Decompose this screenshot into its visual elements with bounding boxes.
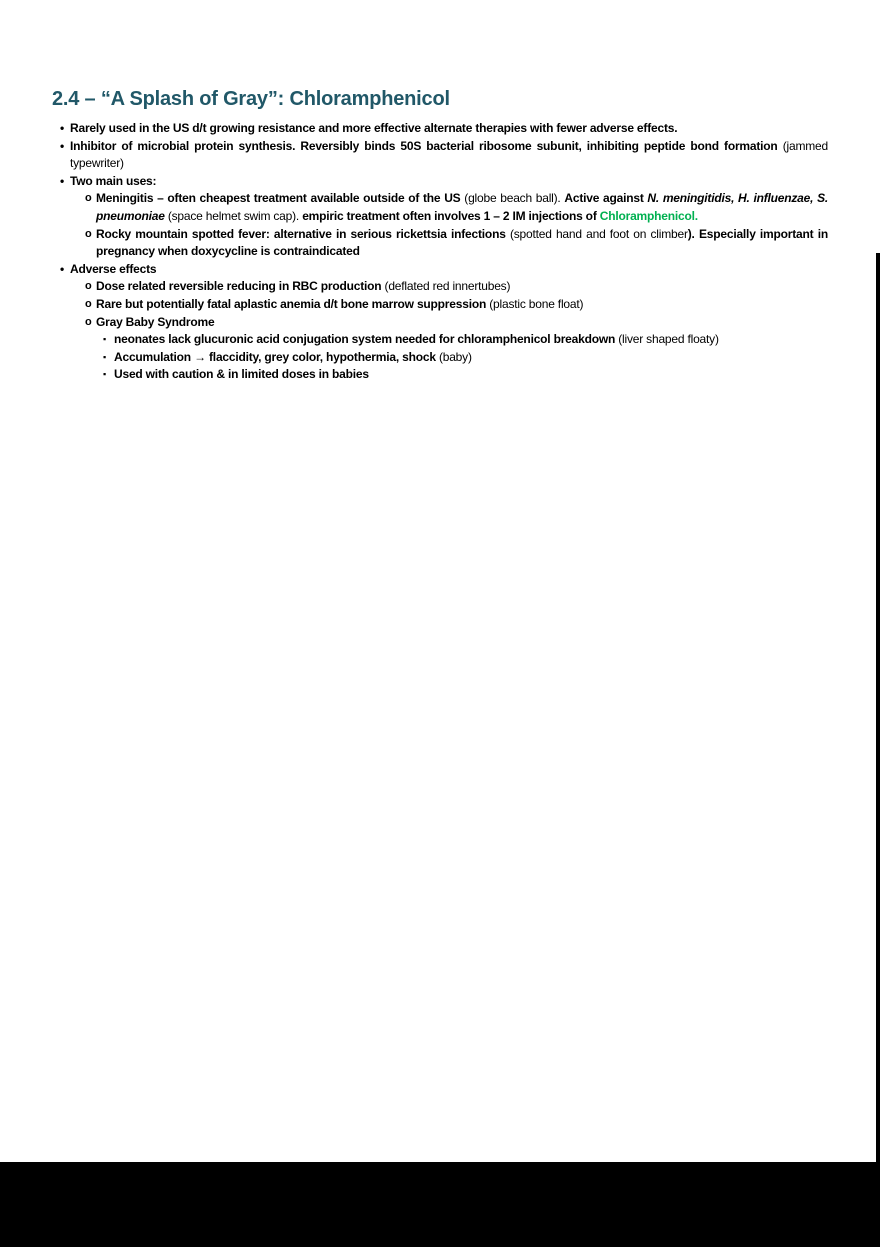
bullet-rarely-used: [52, 120, 828, 138]
list-item-text: [96, 278, 828, 296]
notes-list: [52, 120, 828, 384]
list-item-text: [96, 190, 828, 225]
circle-bullet-marker: o: [85, 280, 92, 293]
sub-bullet-meningitis: [52, 190, 828, 225]
text-run: (jammed typewriter): [70, 138, 828, 171]
text-run: Accumulation → flaccidity, grey color, hypothermia, shock: [114, 349, 439, 364]
text-run: N. meningitidis, H. influenzae, S. pneumoniae: [96, 191, 829, 223]
text-run: empiric treatment often involves 1 – 2 IM injections of: [302, 208, 600, 223]
list-item-text: [114, 366, 828, 384]
text-run: (spotted hand and foot on climber: [509, 226, 688, 241]
text-run: Two main uses:: [70, 173, 157, 188]
text-run: (globe beach ball).: [464, 191, 565, 206]
text-run: Used with caution & in limited doses in babies: [114, 367, 369, 382]
text-run: (liver shaped floaty): [618, 332, 719, 347]
bullet-two-main-uses: [52, 173, 828, 191]
text-run: Rarely used in the US d/t growing resistance and more effective alternate therapies with fewer adverse effects.: [70, 121, 678, 135]
list-item-text: [114, 349, 828, 367]
document-content: [0, 0, 880, 384]
chloramphenicol-green-text: Chloramphenicol.: [599, 208, 698, 223]
bullet-inhibitor: [52, 138, 828, 173]
list-item-text: [114, 331, 828, 349]
list-item-text: [96, 226, 828, 261]
text-run: Rocky mountain spotted fever: alternative in serious rickettsia infections: [96, 226, 510, 241]
sub-bullet-gray-baby-syndrome: [52, 314, 828, 332]
text-run: (space helmet swim cap).: [167, 208, 303, 223]
circle-bullet-marker: o: [85, 227, 92, 240]
sub-sub-bullet-neonates: [52, 331, 828, 349]
text-run: Gray Baby Syndrome: [96, 314, 215, 329]
list-item-text: [70, 173, 828, 191]
text-run: Rare but potentially fatal aplastic anemia d/t bone marrow suppression: [96, 296, 490, 311]
text-run: Dose related reversible reducing in RBC production: [96, 279, 385, 294]
bullet-adverse-effects: [52, 261, 828, 279]
text-run: (plastic bone float): [489, 296, 584, 311]
text-run: ). Especially important in pregnancy when doxycycline is contraindicated: [96, 226, 828, 259]
square-bullet-marker: ▪: [103, 351, 106, 362]
list-item-text: [70, 120, 828, 138]
circle-bullet-marker: o: [85, 297, 92, 310]
list-item-text: [70, 261, 828, 279]
circle-bullet-marker: o: [85, 192, 92, 205]
page-title: 2.4 – “A Splash of Gray”: Chloramphenicol: [52, 88, 450, 110]
text-run: (baby): [438, 349, 472, 364]
list-item-text: [96, 314, 828, 332]
square-bullet-marker: ▪: [103, 334, 106, 345]
text-run: Meningitis – often cheapest treatment available outside of the US: [96, 191, 465, 206]
disc-bullet-marker: •: [60, 121, 65, 135]
square-bullet-marker: ▪: [103, 369, 106, 380]
text-run: Active against: [564, 191, 648, 206]
disc-bullet-marker: •: [60, 261, 65, 276]
list-item-text: [96, 296, 828, 314]
text-run: (deflated red innertubes): [384, 279, 511, 294]
sub-bullet-rocky-mountain-spotted-fever: [52, 226, 828, 261]
disc-bullet-marker: •: [60, 173, 65, 188]
text-run: Inhibitor of microbial protein synthesis. Reversibly binds 50S bacterial ribosome subunit, inhibiting peptide bond formation: [70, 138, 783, 153]
bottom-black-bar: [0, 1162, 880, 1247]
sub-bullet-aplastic-anemia: [52, 296, 828, 314]
text-run: Adverse effects: [70, 261, 157, 276]
list-item-text: [70, 138, 828, 173]
text-run: neonates lack glucuronic acid conjugation system needed for chloramphenicol breakdown: [114, 332, 619, 347]
sub-sub-bullet-caution-in-babies: [52, 366, 828, 384]
sub-bullet-rbc-production: [52, 278, 828, 296]
right-edge-black-strip: [876, 253, 880, 1247]
disc-bullet-marker: •: [60, 138, 65, 153]
circle-bullet-marker: o: [85, 315, 92, 328]
sub-sub-bullet-accumulation: [52, 349, 828, 367]
